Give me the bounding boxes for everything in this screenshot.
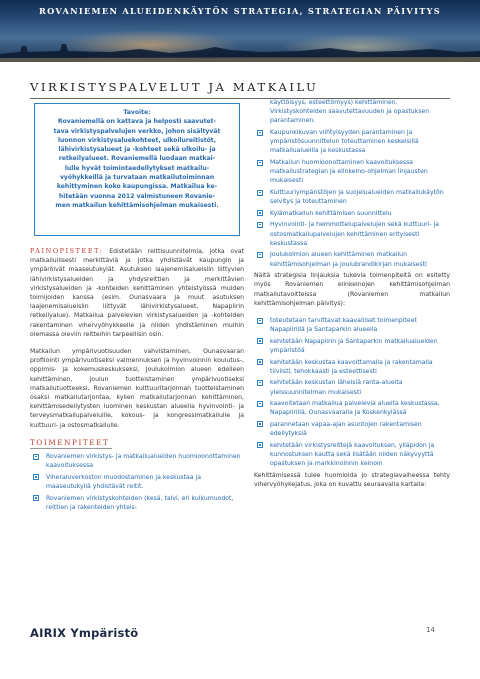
- square-bullet-icon: [33, 454, 39, 460]
- square-bullet-icon: [257, 130, 263, 136]
- goal-line: luonnon virkistysaluekohteet, ulkoilureitistöt,: [57, 136, 217, 144]
- banner-title: ROVANIEMEN ALUEIDENKÄYTÖN STRATEGIA, STRATEGIAN PÄIVITYS: [39, 6, 441, 16]
- square-bullet-icon: [257, 442, 263, 448]
- square-bullet-icon: [257, 359, 263, 365]
- square-bullet-icon: [257, 222, 263, 228]
- city-skyline-image: [0, 40, 480, 62]
- list-item-text: Kylämatkailun kehittämisen suunnittelu: [270, 209, 392, 217]
- header-banner: [0, 0, 480, 62]
- list-item: [254, 316, 450, 334]
- goal-line: lulle hyvät toimintaedellytykset matkailu-: [64, 164, 210, 172]
- list-item: [254, 250, 450, 268]
- goal-line: Rovaniemellä on kattava ja helposti saavutet-: [57, 118, 217, 126]
- list-item: [254, 337, 450, 355]
- goal-line: retkeilyalueet. Rovaniemellä luodaan matkai-: [58, 155, 216, 163]
- square-bullet-icon: [257, 252, 263, 258]
- goal-line: vyöhykkeillä ja turvataan matkailutoiminnan: [59, 174, 215, 182]
- list-item-text: Kulttuuriympäristöjen ja suojelualueiden matkailukäytön selvitys ja toteuttaminen: [270, 189, 444, 206]
- list-item: [254, 188, 450, 206]
- list-item-text: Rovaniemen virkistyskohteiden (kesä, talvi, eri kulkumuodot, reittien ja rakenteiden yhteis-: [46, 494, 234, 511]
- measures-list: [30, 452, 244, 512]
- right-column: [254, 98, 450, 497]
- square-bullet-icon: [257, 421, 263, 427]
- goal-box: [34, 103, 240, 236]
- painopisteet-label: PAINOPISTEET:: [30, 247, 104, 255]
- goal-line: lähivirkistysalueet ja -kohteet sekä ulkoilu- ja: [58, 146, 216, 154]
- goal-label: Tavoite:: [123, 109, 151, 116]
- square-bullet-icon: [33, 474, 39, 480]
- goal-line: hitetään vuonna 2012 valmistuneen Rovanie-: [58, 192, 216, 200]
- left-column: [30, 247, 244, 514]
- goal-line: tava virkistyspalvelujen verkko, johon sisältyvät: [53, 127, 221, 135]
- list-item: [30, 452, 244, 470]
- square-bullet-icon: [257, 160, 263, 166]
- list-item-text: kehitetään keskustaa kaavoittamalla ja rakentamalla tiiviisti, tehokkaasti ja esteettisesti: [270, 358, 433, 375]
- square-bullet-icon: [257, 380, 263, 386]
- company-logo: AIRIX Ympäristö: [30, 626, 139, 640]
- list-item: [254, 158, 450, 186]
- list-item: [254, 399, 450, 417]
- list-item: [30, 473, 244, 491]
- list-item: [254, 420, 450, 438]
- closing-paragraph: Kehittämisessä tulee huomioida jo strategiavaiheessa tehty vihervyöhykejatus, joka on kuvattu seuraavalla kartalla:: [254, 471, 450, 488]
- list-item-text: kehitetään keskustan läheisiä ranta-alueita yleissuunnitelman mukaisesti: [270, 379, 403, 396]
- painopisteet-text: Edistetään reittisuunnitelmia, jotka ovat matkailullisesti merkittäviä ja jotka yhdistävät kaupungin ja ympäröivät maaseutukylät. Asutuksen laajenemisalueisiin liittyvien lähivirkistysalueiden ja yhdysreittien ja merkittävien virkistysalueiden ja -kohteiden kehittäminen yhteistyössä muiden toimijoiden kanssa (esim. Ounasvaara ja muut asutuksen laajenemisalueisiin liittyvät lähivirkistysalueet, Napapiirin retkeilyalue). Matkailua palvelevien virkistysalueiden ja -kohteiden rakentaminen vihervyöhykkeelle ja niiden yhdistäminen muihin olemassa oleviin reitteihin tarpeellisin osin.: [30, 248, 244, 338]
- list-item-text: kehitetään virkistysreittejä kaavoituksen, ylläpidon ja kunnostuksen kautta sekä lisätään niiden näkyvyyttä opastuksen ja markkinoinnin keinoin: [270, 441, 435, 468]
- list-item-text: parannetaan vapaa-ajan asuntojen rakentamisen edellytyksiä: [270, 420, 422, 438]
- measures-list-continued: [254, 128, 450, 269]
- list-item-text: Viheraluverkoston muodostaminen ja keskustaa ja maaseutukyliä yhdistävät reitit.: [46, 473, 201, 491]
- supporting-measures-list: [254, 316, 450, 468]
- goal-line: kehittyminen koko kaupungissa. Matkailua ke-: [56, 183, 218, 191]
- goal-line: men matkailun kehittämisohjelman mukaisesti.: [55, 201, 219, 209]
- list-item-text: Matkailun huomioonottaminen kaavoituksessa matkailustrategian ja elinkeino-ohjelman linjausten mukaisesti: [270, 159, 428, 185]
- square-bullet-icon: [33, 495, 39, 501]
- page-number: 14: [426, 626, 435, 634]
- list-item: [254, 441, 450, 469]
- list-item-text: Kaupunkikuvan viihtyisyyden parantaminen ja ympäristösuunnittelun toteuttaminen keskeisillä matkailualueilla ja keskustassa: [270, 129, 419, 155]
- square-bullet-icon: [257, 318, 263, 324]
- painopisteet-paragraph: [30, 247, 244, 339]
- body-paragraph: Matkailun ympärivuotisuuden vahvistaminen, Ounasvaaran profilointi ympärivuotiseksi valmennuksen ja hyvinvoinnin koulutus-, oppimis- ja kokemuskeskukseksi, Joulukolmion alueen edelleen kehittäminen, joulun tuotteistaminen ympärivuotiseksi matkailutuotteeksi, Rovaniemen kulttuuritarjonnan tuotteistaminen osaksi matkailutarjontaa, kylien matkailutarjonnan kehittäminen, kehittämisedellytysten luominen keskustan alueella hyvinvointi- ja terveysmatkailupalveluille, kokous- ja kongressimatkailulle ja kulttuuri- ja ostosmatkailulle.: [30, 348, 244, 429]
- list-item: [254, 128, 450, 156]
- list-item-text: Rovaniemen virkistys- ja matkailualueiden huomioonottaminen kaavoituksessa: [46, 453, 241, 470]
- list-item-text: kehitetään Napapiirin ja Santaparkin matkailualueiden ympäristöä: [270, 337, 438, 354]
- list-item-text: kaavoitetaan matkailua palvelevia alueita keskustassa, Napapiirillä, Ounasvaaralla ja Koskenkylässä: [270, 400, 440, 417]
- list-item-text: toteutetaan tarvittavat kaavalliset toimenpiteet Napapiirillä ja Santaparkin alueella: [270, 317, 417, 334]
- list-item: [254, 378, 450, 396]
- square-bullet-icon: [257, 210, 263, 216]
- list-item-text: Joulukolmion alueen kehittäminen matkailun kehittämisohjelman ja joulubrandikirjan mukaisesti: [270, 251, 427, 268]
- toimenpiteet-heading: TOIMENPITEET: [30, 438, 112, 449]
- list-item-continuation: käyttöisyys, esteettömyys) kehittäminen. Virkistyskohteiden saavutettavuuden ja opastuksen parantaminen.: [270, 99, 430, 125]
- list-item: [254, 358, 450, 376]
- square-bullet-icon: [257, 338, 263, 344]
- body-paragraph: Näitä strategisia linjauksia tukevia toimenpiteitä on esitetty myös Rovaniemen elinkeinojen kehittämisohjelman matkailutavoitteissa (Rovaniemen matkailun kehittämisohjelman päivitys):: [254, 272, 450, 307]
- list-item: [254, 220, 450, 248]
- list-item-text: Hyvinvointi- ja hemmottelupalvelujen sekä kulttuuri- ja ostosmatkailupalvelujen kehittäminen erityisesti keskustassa: [270, 221, 440, 247]
- square-bullet-icon: [257, 401, 263, 407]
- page-title: VIRKISTYSPALVELUT JA MATKAILU: [30, 80, 319, 94]
- list-item: [254, 209, 450, 218]
- square-bullet-icon: [257, 190, 263, 196]
- list-item: [30, 494, 244, 512]
